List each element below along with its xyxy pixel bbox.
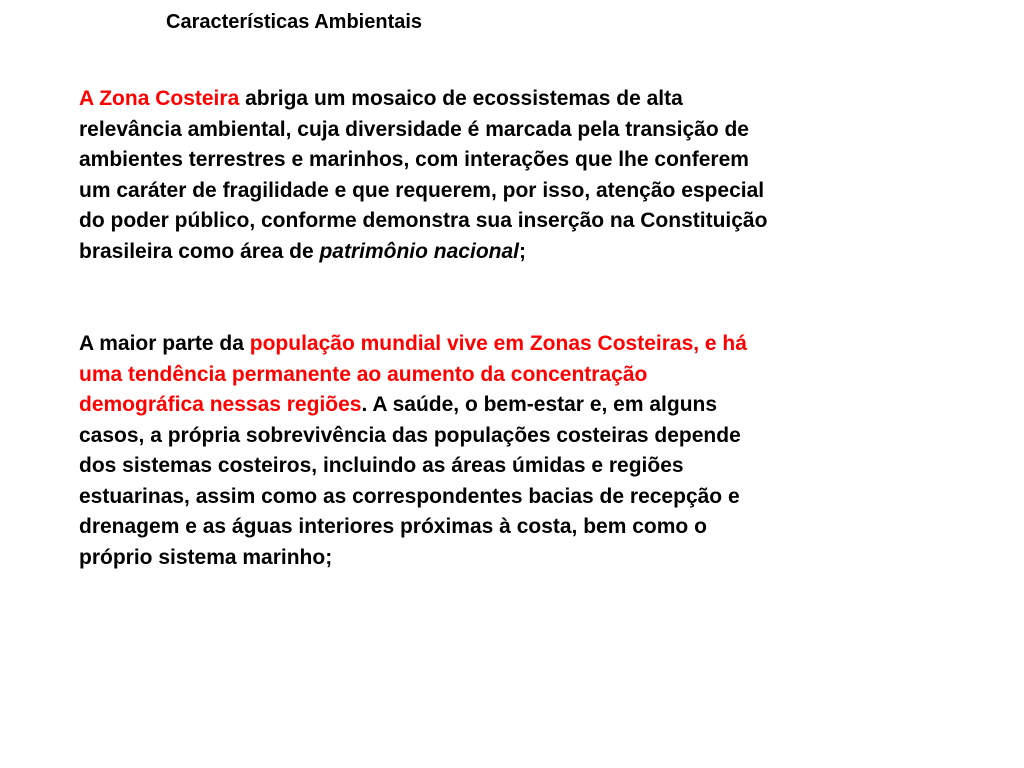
paragraph-coastal-zone [79, 84, 949, 267]
text-segment: abriga um mosaico de ecossistemas de alta [239, 87, 683, 110]
paragraph-line: próprio sistema marinho; [79, 545, 333, 569]
paragraph-world-population [79, 329, 949, 573]
paragraph-line: do poder público, conforme demonstra sua inserção na Constituição [79, 209, 768, 232]
paragraph-line: drenagem e as águas interiores próximas à costa, bem como o [79, 515, 707, 538]
highlight-populacao-mundial: população mundial vive em Zonas Costeiras, e há [249, 332, 747, 355]
paragraph-line: relevância ambiental, cuja diversidade é marcada pela transição de [79, 117, 749, 141]
paragraph-line [79, 84, 949, 115]
paragraph-line: dos sistemas costeiros, incluindo as áreas úmidas e regiões [79, 454, 684, 477]
paragraph-line: casos, a própria sobrevivência das populações costeiras depende [79, 423, 741, 447]
highlight-tendencia-permanente: uma tendência permanente ao aumento da concentração [79, 362, 648, 386]
text-segment: . A saúde, o bem-estar e, em alguns [361, 393, 718, 416]
highlight-concentracao-demografica: demográfica nessas regiões [79, 393, 362, 416]
italic-patrimonio-nacional: patrimônio nacional [319, 239, 519, 263]
highlight-zona-costeira: A Zona Costeira [79, 87, 240, 110]
slide-title: Características Ambientais [166, 11, 423, 33]
text-segment: brasileira como área de [79, 239, 320, 263]
text-segment: A maior parte da [79, 332, 250, 355]
paragraph-line [79, 237, 949, 268]
paragraph-line: estuarinas, assim como as correspondentes bacias de recepção e [79, 484, 740, 508]
text-segment: ; [519, 239, 526, 263]
paragraph-line [79, 390, 949, 421]
paragraph-line: um caráter de fragilidade e que requerem, por isso, atenção especial [79, 178, 765, 202]
paragraph-line [79, 329, 949, 360]
paragraph-line: ambientes terrestres e marinhos, com interações que lhe conferem [79, 148, 749, 171]
